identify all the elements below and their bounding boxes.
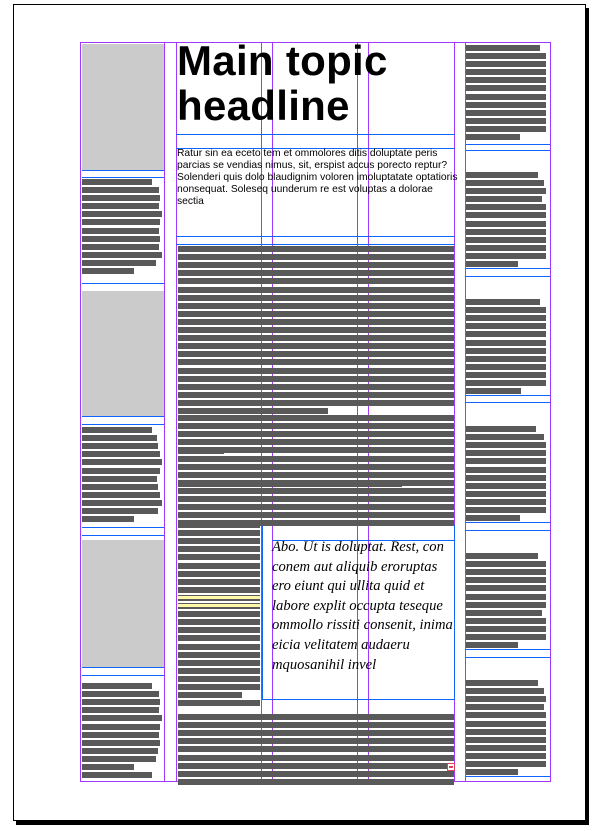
frame-edge (466, 150, 550, 151)
body-text-line (178, 423, 454, 429)
right-text-line (466, 569, 546, 575)
right-text-line (466, 348, 546, 354)
body-text-line (178, 571, 260, 577)
deck-text[interactable]: Ratur sin ea eceto tem et ommolores ditis doluptate peris parcias se vendias nimus, sit, erspist accus porecto reptur? Solenderi quis dolo blaudignim voloren imoluptatate optatioris nonsequat. Soleseq uunderum re est voluptas a dolorae sectia (177, 148, 458, 208)
right-text-line (466, 515, 520, 521)
frame-edge (82, 424, 164, 425)
right-text-line (466, 61, 546, 67)
right-text-line (466, 69, 546, 75)
right-text-line (466, 642, 518, 648)
frame-edge (82, 177, 164, 178)
right-text-line (466, 77, 546, 83)
right-text-line (466, 229, 546, 235)
body-text-line (178, 714, 454, 720)
right-text-line (466, 196, 542, 202)
right-text-line (466, 180, 544, 186)
body-text-line (178, 270, 454, 276)
right-text-line (466, 602, 546, 608)
body-text-line (178, 472, 454, 478)
right-text-line (466, 340, 546, 346)
right-text-line (466, 172, 538, 178)
body-text-line (178, 676, 260, 682)
right-text-line (466, 118, 546, 124)
body-text-line (178, 504, 454, 510)
frame-edge (466, 530, 550, 531)
left-text-line (82, 203, 159, 209)
body-text-line (178, 579, 260, 585)
right-text-line (466, 110, 546, 116)
left-text-line (82, 699, 160, 705)
body-text-line (178, 464, 454, 470)
body-text-line (178, 611, 260, 617)
body-text-line (178, 530, 260, 536)
left-text-line (82, 179, 152, 185)
frame-edge (466, 657, 550, 658)
body-text-line (178, 262, 454, 268)
body-text-line (178, 408, 328, 414)
right-text-line (466, 618, 546, 624)
left-text-line (82, 252, 162, 258)
body-text-line (178, 522, 260, 528)
body-text-line (178, 359, 454, 365)
left-text-line (82, 764, 134, 770)
right-text-line (466, 442, 546, 448)
left-text-line (82, 228, 159, 234)
body-text-line (178, 627, 260, 633)
right-text-line (466, 507, 546, 513)
right-text-line (466, 626, 546, 632)
left-text-line (82, 468, 160, 474)
right-text-line (466, 380, 546, 386)
left-text-line (82, 772, 152, 778)
right-text-line (466, 594, 546, 600)
body-text-line (178, 351, 454, 357)
column-guide (465, 42, 466, 782)
body-text-line (178, 327, 454, 333)
left-text-line (82, 451, 160, 457)
body-text-line (178, 692, 242, 698)
body-text-line (178, 635, 260, 641)
right-text-line (466, 585, 546, 591)
body-text-line (178, 779, 454, 785)
body-text-line (178, 287, 454, 293)
body-text-line (178, 512, 454, 518)
right-text-line (466, 553, 538, 559)
left-text-line (82, 435, 157, 441)
pull-quote[interactable]: Abo. Ut is doluptat. Rest, con conem aut aliquib eroruptas ero eiunt qui ullita quid et labore explit occupta teseque ommollo rissiti consenit, inima eicia velitatem audaeru mquosanihil invel (272, 539, 453, 673)
body-text-line (178, 295, 454, 301)
frame-edge (176, 244, 455, 245)
right-text-line (466, 450, 546, 456)
right-text-line (466, 696, 546, 702)
body-text-line (178, 278, 454, 284)
right-text-line (466, 307, 546, 313)
left-text-line (82, 187, 159, 193)
body-text-line (178, 538, 260, 544)
right-text-line (466, 721, 546, 727)
frame-edge (82, 527, 164, 528)
left-text-line (82, 732, 159, 738)
right-text-line (466, 434, 544, 440)
right-text-line (466, 245, 546, 251)
left-text-line (82, 707, 159, 713)
right-text-line (466, 634, 546, 640)
image-placeholder (82, 44, 164, 170)
left-text-line (82, 195, 160, 201)
left-text-line (82, 427, 152, 433)
left-text-line (82, 715, 162, 721)
left-text-line (82, 683, 152, 689)
left-text-line (82, 724, 160, 730)
left-text-line (82, 459, 162, 465)
frame-edge (466, 276, 550, 277)
body-text-line (178, 254, 454, 260)
frame-edge (82, 170, 164, 171)
right-text-line (466, 237, 546, 243)
body-text-line (178, 755, 454, 761)
right-text-line (466, 458, 546, 464)
body-text-line (178, 368, 454, 374)
right-text-line (466, 323, 546, 329)
left-text-line (82, 244, 159, 250)
frame-edge (466, 649, 550, 650)
right-text-line (466, 53, 546, 59)
right-text-line (466, 753, 546, 759)
frame-edge (466, 776, 550, 777)
frame-edge (466, 144, 550, 145)
right-text-line (466, 261, 518, 267)
frame-edge (82, 416, 164, 417)
right-text-line (466, 364, 546, 370)
left-text-line (82, 508, 158, 514)
body-text-line (178, 488, 454, 494)
right-text-line (466, 94, 546, 100)
body-text-line (178, 644, 260, 650)
left-text-line (82, 500, 162, 506)
right-text-line (466, 491, 546, 497)
right-text-line (466, 188, 546, 194)
frame-edge (466, 522, 550, 523)
right-text-line (466, 610, 542, 616)
highlight-line (178, 604, 260, 607)
body-text-line (178, 684, 260, 690)
body-text-line (178, 384, 454, 390)
body-text-line (178, 722, 454, 728)
right-text-line (466, 712, 546, 718)
body-text-line (178, 700, 260, 706)
headline[interactable]: Main topic headline (177, 37, 388, 129)
right-text-line (466, 769, 518, 775)
body-text-line (178, 431, 454, 437)
body-text-line (178, 448, 224, 454)
left-text-line (82, 756, 156, 762)
right-text-line (466, 299, 540, 305)
frame-edge (466, 268, 550, 269)
overset-text-icon[interactable] (447, 763, 455, 771)
right-text-line (466, 577, 546, 583)
left-text-line (82, 219, 160, 225)
right-text-line (466, 729, 546, 735)
frame-edge (82, 675, 164, 676)
left-text-line (82, 260, 156, 266)
right-text-line (466, 102, 546, 108)
frame-edge (82, 535, 164, 536)
right-text-line (466, 126, 546, 132)
body-text-line (178, 763, 454, 769)
body-text-line (178, 376, 454, 382)
right-text-line (466, 561, 546, 567)
right-text-line (466, 85, 546, 91)
body-text-line (178, 619, 260, 625)
highlight-line (178, 596, 260, 599)
left-text-line (82, 740, 160, 746)
right-text-line (466, 761, 546, 767)
right-text-line (466, 483, 546, 489)
left-text-line (82, 211, 162, 217)
right-text-line (466, 499, 546, 505)
body-text-line (178, 303, 454, 309)
body-text-line (178, 546, 260, 552)
frame-edge (466, 395, 550, 396)
right-text-line (466, 388, 521, 394)
right-text-line (466, 212, 546, 218)
image-placeholder (82, 540, 164, 667)
right-text-line (466, 688, 544, 694)
frame-edge (82, 283, 164, 284)
body-text-line (178, 738, 454, 744)
body-text-line (178, 554, 260, 560)
body-text-line (178, 439, 454, 445)
frame-edge (82, 667, 164, 668)
body-text-line (178, 335, 454, 341)
right-text-line (466, 204, 546, 210)
frame-edge (466, 402, 550, 403)
left-text-line (82, 691, 159, 697)
right-text-line (466, 45, 540, 51)
column-guide (164, 42, 165, 782)
right-text-line (466, 426, 536, 432)
right-text-line (466, 331, 546, 337)
right-text-line (466, 253, 546, 259)
body-text-line (178, 660, 260, 666)
left-text-line (82, 492, 160, 498)
left-text-line (82, 748, 158, 754)
body-text-line (178, 668, 260, 674)
right-text-line (466, 467, 546, 473)
right-text-line (466, 356, 546, 362)
right-text-line (466, 704, 544, 710)
body-text-line (178, 456, 454, 462)
body-text-line (178, 343, 454, 349)
left-text-line (82, 236, 160, 242)
body-text-line (178, 319, 454, 325)
body-text-line (178, 415, 454, 421)
body-text-line (178, 311, 454, 317)
body-text-line (178, 652, 260, 658)
frame-edge (176, 236, 455, 237)
body-text-line (178, 587, 260, 593)
body-text-line (178, 246, 454, 252)
body-text-line (178, 771, 454, 777)
right-text-line (466, 134, 520, 140)
right-text-line (466, 315, 546, 321)
right-text-line (466, 372, 546, 378)
right-text-line (466, 745, 546, 751)
body-text-line (178, 746, 454, 752)
body-text-line (178, 730, 454, 736)
body-text-line (178, 496, 454, 502)
body-text-line (178, 563, 260, 569)
image-placeholder (82, 291, 164, 416)
column-guide (80, 42, 81, 782)
left-text-line (82, 484, 158, 490)
left-text-line (82, 476, 157, 482)
body-text-line (178, 400, 454, 406)
body-text-line (178, 392, 454, 398)
right-text-line (466, 221, 546, 227)
left-text-line (82, 516, 134, 522)
body-text-line (178, 481, 402, 487)
right-text-line (466, 475, 546, 481)
column-guide (550, 42, 551, 782)
frame-edge (176, 134, 455, 135)
right-text-line (466, 737, 546, 743)
right-text-line (466, 680, 538, 686)
left-text-line (82, 268, 134, 274)
left-text-line (82, 443, 158, 449)
